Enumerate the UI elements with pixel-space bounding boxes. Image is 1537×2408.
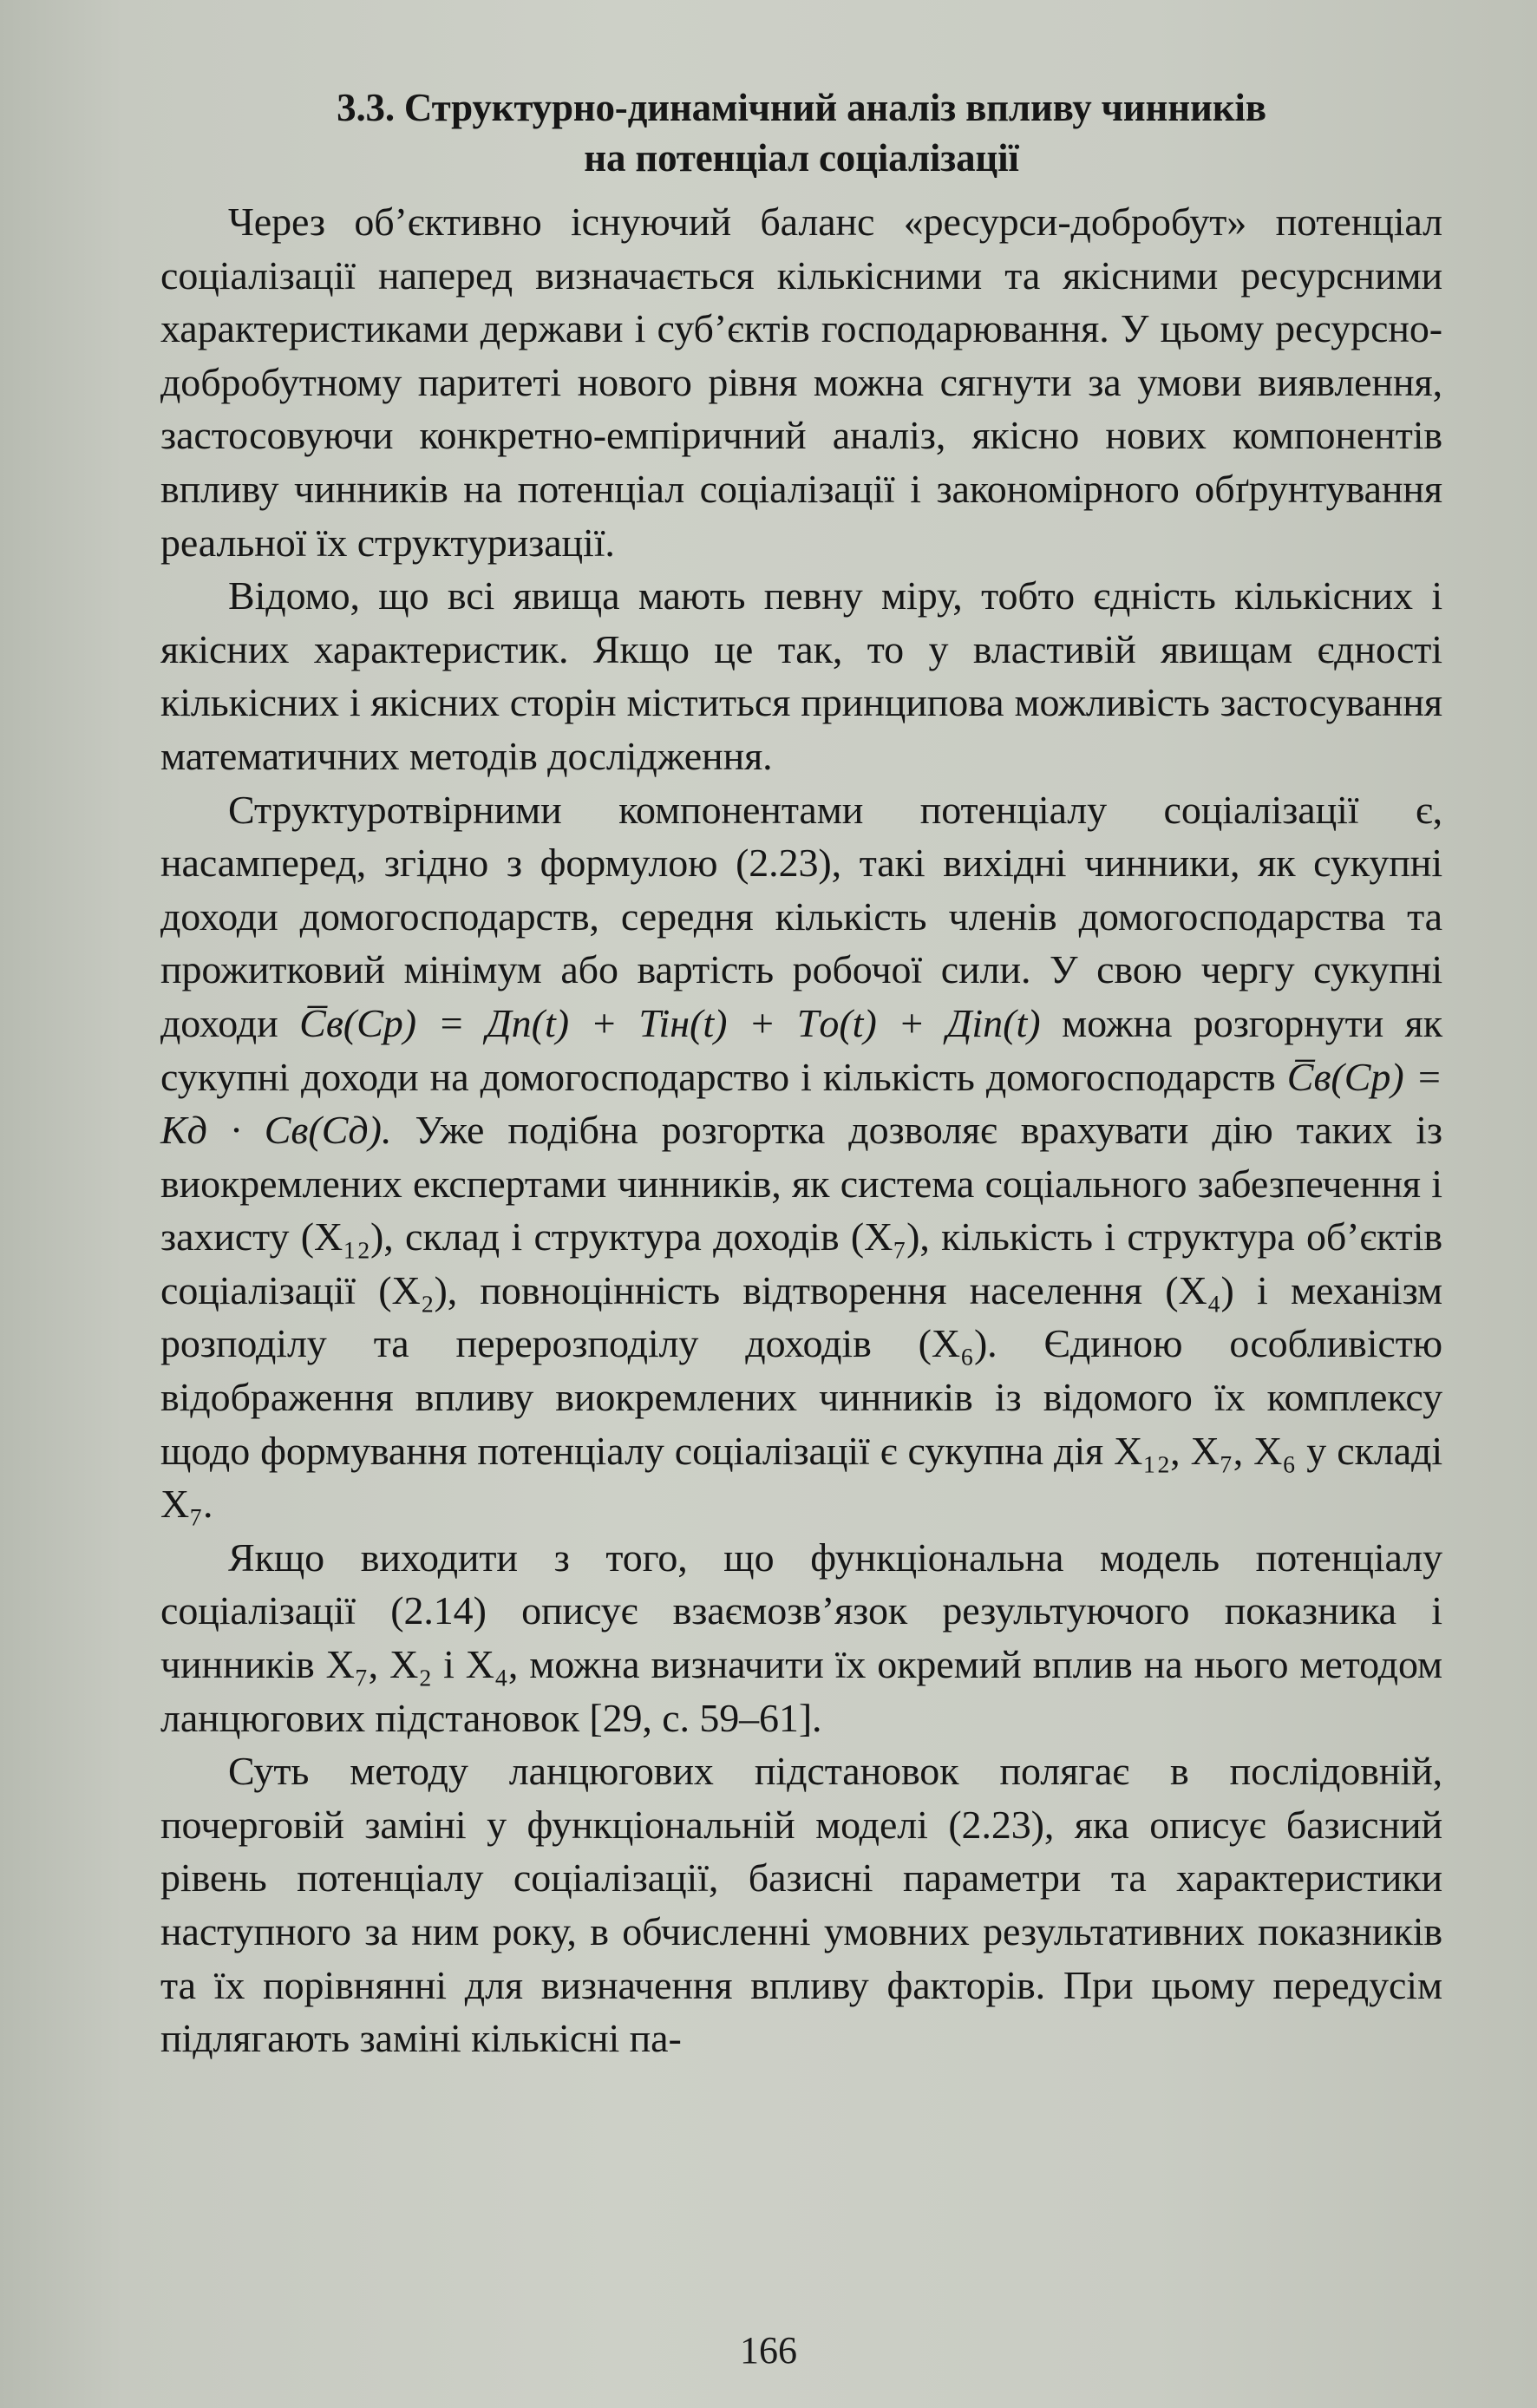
page-content: [160, 82, 1442, 2065]
paragraph-2: Відомо, що всі явища мають певну міру, тобто єдність кількісних і якісних характеристик. Якщо це так, то у властивій явищам єдності кількісних і якісних сторін міститься принципова можливість застосування математичних методів дослідження.: [160, 573, 1442, 778]
income-formula: C̅в(Cp) = Дп(t) + Tiн(t) + Tо(t) + Дiп(t): [299, 1000, 1041, 1045]
paragraph-5: Суть методу ланцюгових підстановок полягає в послідовній, почерговій заміні у функціональній моделі (2.23), яка описує базисний рівень потенціалу соціалізації, базисні параметри та характеристики наступного за ним року, в обчисленні умовних результативних показників та їх порівнянні для визначення впливу факторів. При цьому передусім підлягають заміні кількісні па-: [160, 1749, 1442, 2061]
paragraph-3-text-b: можна розгорнути як сукупні доходи на домогосподарство і кількість домогосподарств: [160, 1000, 1442, 1099]
section-heading-line-1: 3.3. Структурно-динамічний аналіз впливу чинників: [337, 86, 1266, 129]
paragraph-3-text-c: Уже подібна розгортка дозволяє врахувати дію таких із виокремлених експертами чинників, як система соціального забезпечення і захисту (X₁₂), склад і структура доходів (X₇), кількість і структура об’єктів соціалізації (X₂), повноцінність відтворення населення (X₄) і механізм розподілу та перерозподілу доходів (X₆). Єдиною особливістю відображення впливу виокремлених чинників із відомого їх комплексу щодо формування потенціалу соціалізації є сукупна дія X₁₂, X₇, X₆ у складі X₇.: [160, 1108, 1442, 1527]
page-number: 166: [740, 2329, 797, 2372]
section-heading: [160, 82, 1442, 183]
paragraph-4: Якщо виходити з того, що функціональна модель потенціалу соціалізації (2.14) описує взаємозв’язок результуючого показника і чинників X₇, X₂ і X₄, можна визначити їх окремий вплив на нього методом ланцюгових підстановок [29, с. 59–61].: [160, 1534, 1442, 1740]
paragraph-3: [160, 783, 1442, 1531]
body-text: [160, 195, 1442, 2065]
paragraph-1: Через об’єктивно існуючий баланс «ресурси-добробут» потенціал соціалізації наперед визначається кількісними та якісними ресурсними характеристиками держави і суб’єктів господарювання. У цьому ресурсно-добробутному паритеті нового рівня можна сягнути за умови виявлення, застосовуючи конкретно-емпіричний аналіз, якісно нових компонентів впливу чинників на потенціал соціалізації і закономірного обґрунтування реальної їх структуризації.: [160, 200, 1442, 565]
paragraph-3-text-a: Структуротвірними компонентами потенціалу соціалізації є, насамперед, згідно з формулою (2.23), такі вихідні чинники, як сукупні доходи домогосподарств, середня кількість членів домогосподарства та прожитковий мінімум або вартість робочої сили. У свою чергу сукупні доходи: [160, 787, 1442, 1045]
household-formula: C̅в(Cp) = Kд · Cв(Cд).: [160, 1054, 1443, 1153]
section-heading-line-2: на потенціал соціалізації: [584, 136, 1019, 180]
